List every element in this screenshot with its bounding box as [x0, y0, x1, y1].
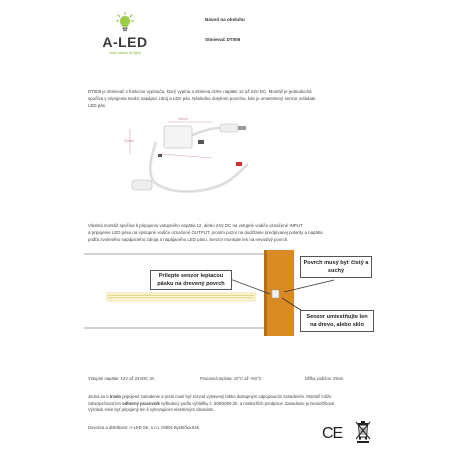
legal-line: Výrobok smie byť pripojený len k vyhovujúcim elektrickým obvodom. [88, 407, 215, 413]
product-photo [120, 114, 270, 198]
callout-stick-sensor: Prilepte senzor lepiacou pásku na drevený povrch [150, 270, 232, 290]
dimension-mark: 30mm [178, 117, 188, 121]
intro-paragraph [88, 88, 388, 109]
dimension-mark: 20mm [124, 139, 134, 143]
callout-clean-surface: Povrch musý byť čistý a suchý [300, 256, 372, 278]
callout-mount-surface: Senzor umiestňujte len na drevo, alebo sklo [300, 310, 374, 332]
install-line: podľa zvoleného napájacieho zdroja a napájaného LED pásu. Senzor montujte len na nevodivý povrch. [88, 237, 289, 242]
document-title: Návod na obsluhu [205, 17, 245, 22]
intro-line: LED pás. [88, 103, 107, 108]
installation-paragraph [88, 222, 393, 243]
distributor-info: Dovozca a distributor: A-LED SK, s.r.o. 03804 Bystrička 545 [88, 425, 200, 430]
logo-brand-text: A-LED [102, 34, 148, 50]
legal-line: Jedná sa o trvalo pripojené zariadenie a preto musí byť rozvod vybavený ľahko dostupným odpojovacím zariadením. Montáž môže [88, 394, 332, 399]
legal-line: zabezpečovať len odborný pracovník vyškolený podľa vyhlášky č. 508/2009 Zb. a neskorších predpisov. Zariadenie je bezúdržbové. [88, 400, 336, 406]
weee-bin-icon [355, 420, 371, 444]
intro-line: spočíva v zripojenia medzi napájací zdroj a LED pás. Následne dotykom povrchu, kde je umiestnený senzor ovládate [88, 96, 316, 101]
ce-mark: CE [322, 425, 343, 442]
lightbulb-icon [116, 12, 134, 34]
install-line: a pripojenie LED pásu na výstupné vodiče označené OUTPUT, prosím pozor na dodržanie predpísanej polarity a napätia [88, 230, 323, 235]
logo-tagline: new vision of light [109, 50, 141, 55]
company-logo [96, 12, 154, 58]
document-subtitle: Stmievač DT006 [205, 37, 241, 42]
spec-voltage: Vstupné napätie: 12V až 24VDC 4A [88, 376, 155, 381]
legal-notice [88, 394, 398, 414]
spec-cable-length: Dĺžka vodičov: 25cm [305, 376, 344, 381]
intro-line: DT006 je stmievač s funkciou vypínača, ktorý vypína a stmieva nízke napätie 12 až 24V DC. Montáž je jednoduchá [88, 89, 312, 94]
install-line: Vlastná montáž spočíva k pripojeniu vstupného napätia 12, alebo 24V DC na vstupné vodiče označené INPUT [88, 223, 303, 228]
spec-temperature: Pracovná teplota: 10°C až +50°C [200, 376, 262, 381]
